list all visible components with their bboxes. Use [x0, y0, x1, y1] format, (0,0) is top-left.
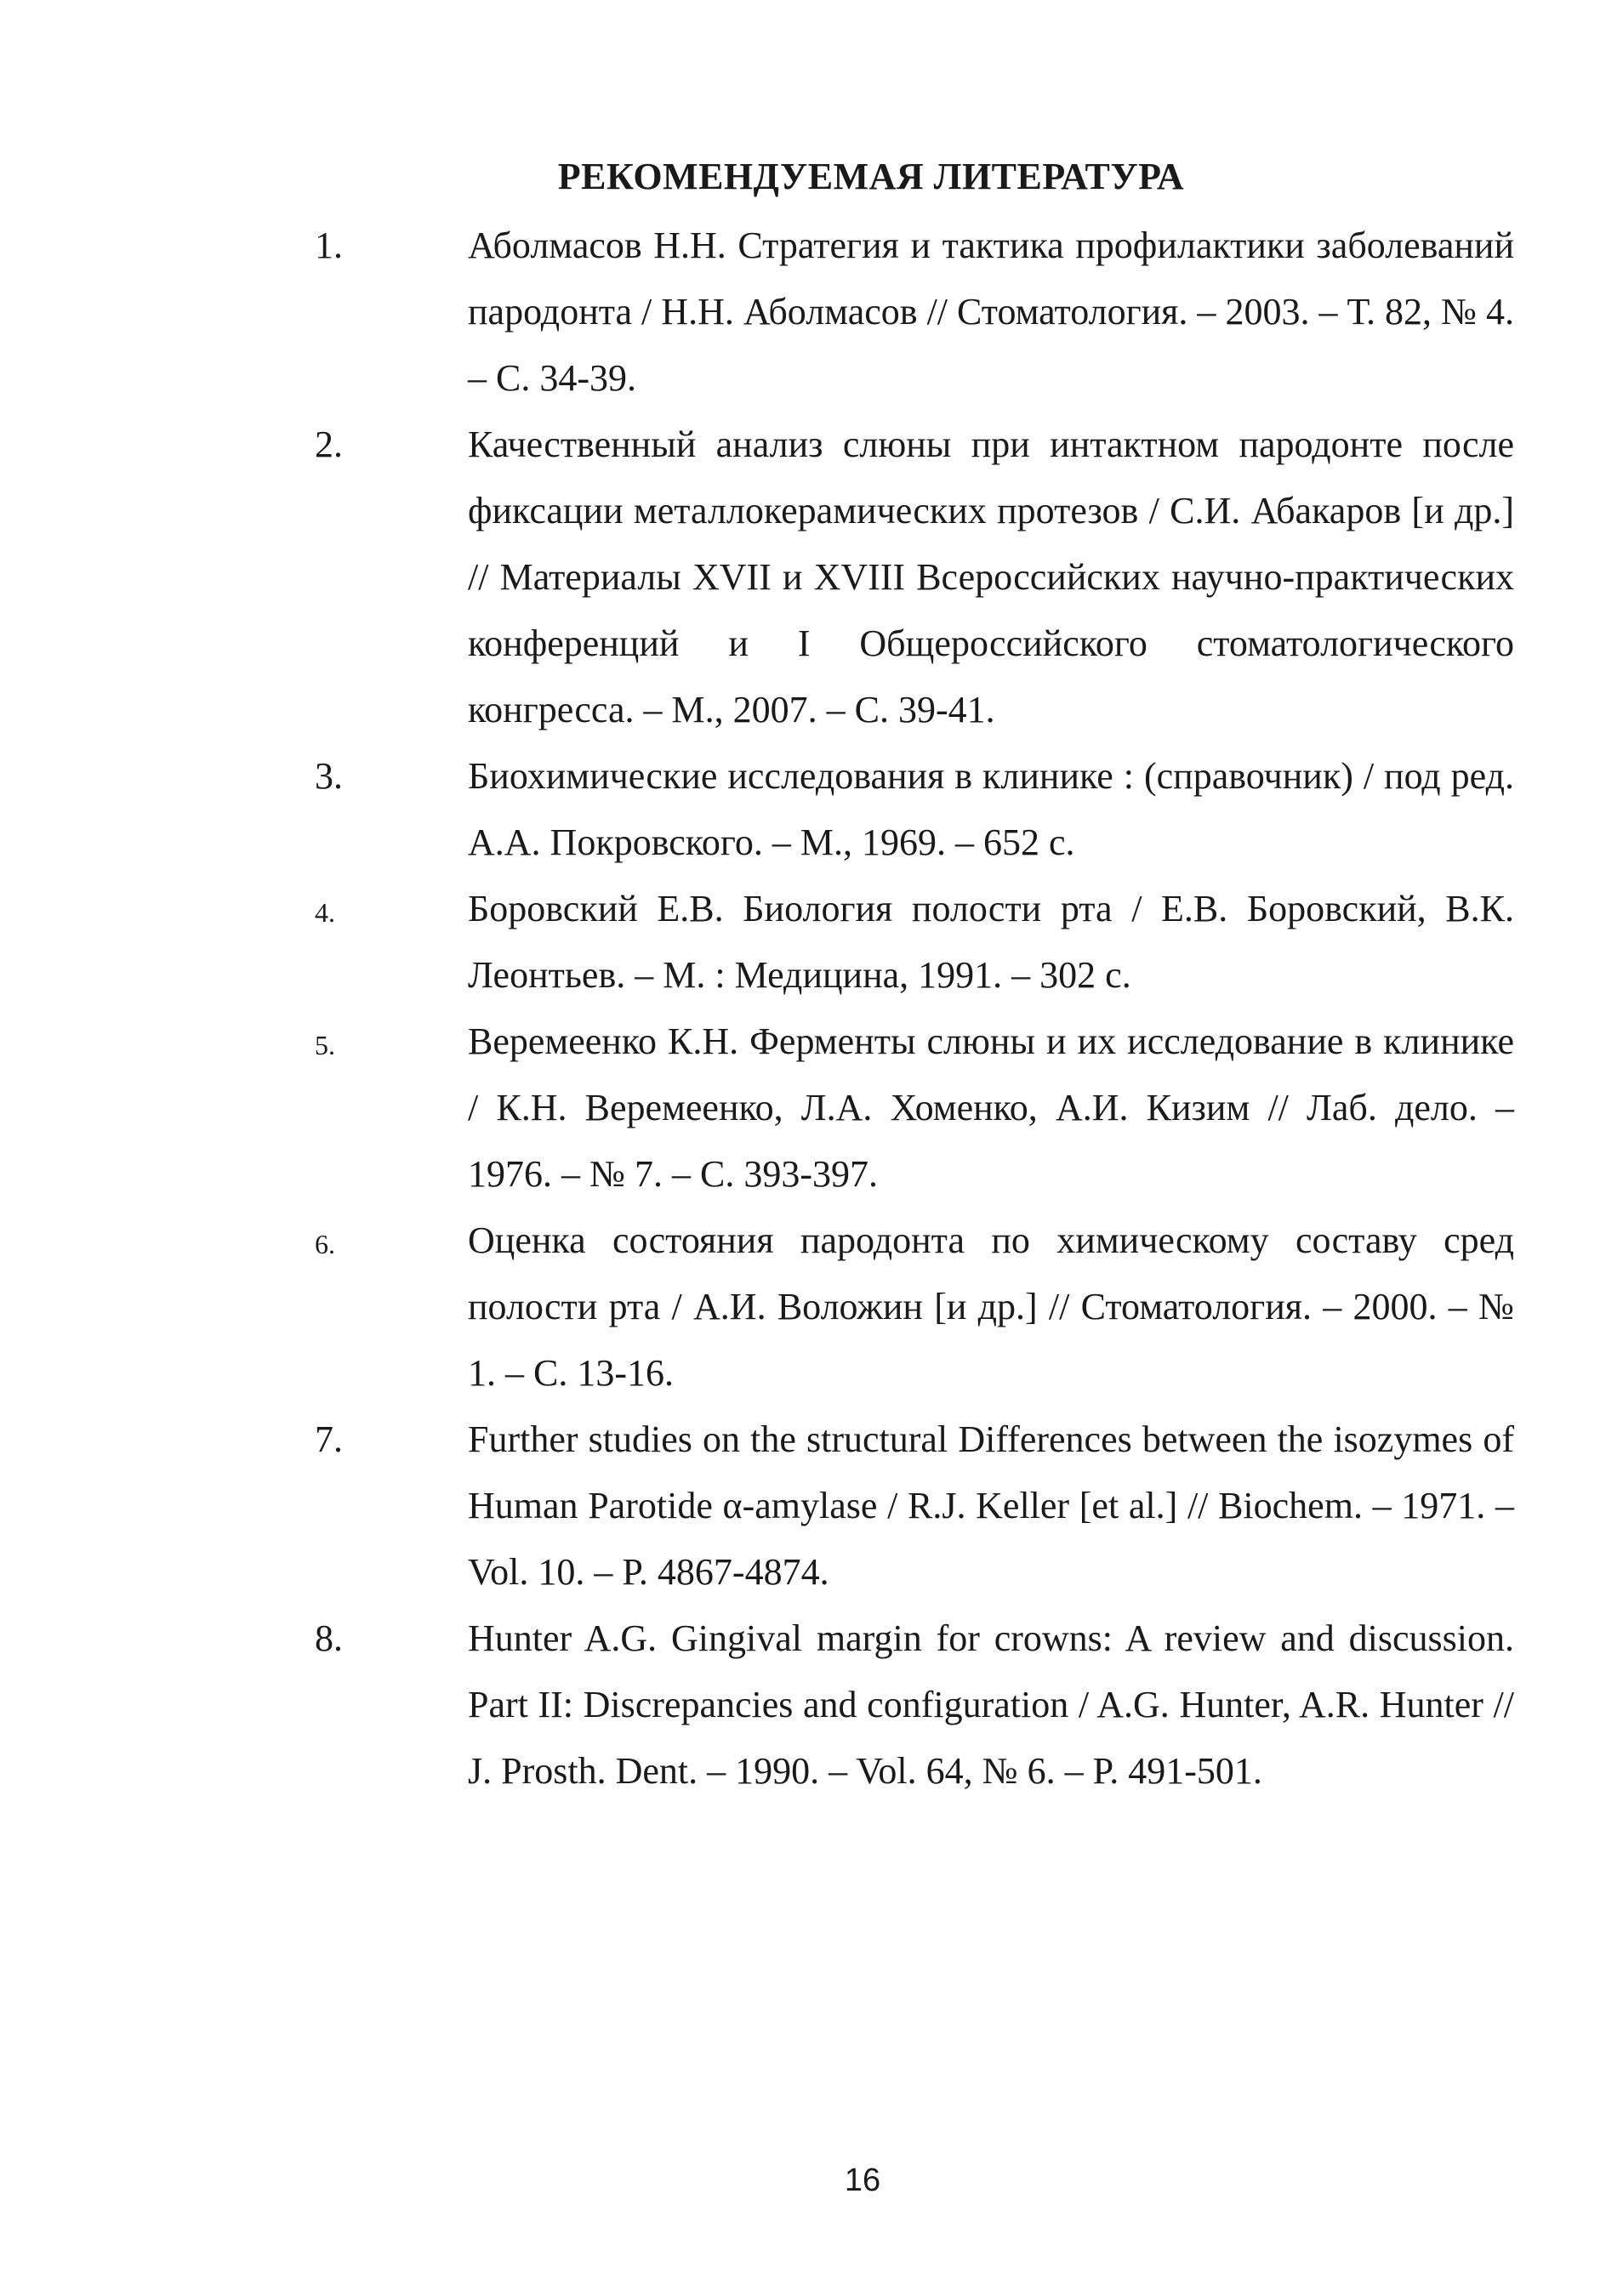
reference-item: [315, 1605, 1514, 1804]
reference-item: [315, 412, 1514, 743]
reference-text: Аболмасов Н.Н. Стратегия и тактика профилактики заболеваний пародонта / Н.Н. Аболмасов // Стоматология. – 2003. – Т. 82, № 4. – С. 34-39.: [468, 224, 1514, 399]
reference-number: 4.: [315, 897, 335, 928]
reference-number: 7.: [315, 1418, 343, 1460]
reference-number: 3.: [315, 755, 343, 797]
reference-text: Hunter A.G. Gingival margin for crowns: A review and discussion. Part II: Discrepancies and configuration / A.G. Hunter, A.R. Hunter // J. Prosth. Dent. – 1990. – Vol. 64, № 6. – P. 491-501.: [468, 1617, 1514, 1792]
reference-number: 6.: [315, 1229, 335, 1259]
reference-text: Оценка состояния пародонта по химическому составу сред полости рта / А.И. Воложин [и др.] // Стоматология. – 2000. – № 1. – С. 13-16.: [468, 1219, 1514, 1394]
reference-number: 5.: [315, 1030, 335, 1060]
reference-item: [315, 1009, 1514, 1208]
reference-item: [315, 1208, 1514, 1407]
reference-text: Качественный анализ слюны при интактном пародонте после фиксации металлокерамических протезов / С.И. Абакаров [и др.] // Материалы XVII и XVIII Всероссийских научно-практических конференций и I Общероссийского стоматологического конгресса. – М., 2007. – С. 39-41.: [468, 423, 1514, 730]
reference-text: Биохимические исследования в клинике : (справочник) / под ред. А.А. Покровского. – М., 1969. – 652 с.: [468, 755, 1514, 863]
reference-text: Further studies on the structural Differences between the isozymes of Human Parotide α-amylase / R.J. Keller [et al.] // Biochem. – 1971. – Vol. 10. – P. 4867-4874.: [468, 1418, 1514, 1593]
page-number: 16: [844, 2162, 881, 2198]
reference-item: [315, 743, 1514, 876]
reference-item: [315, 1407, 1514, 1605]
reference-item: [315, 213, 1514, 412]
reference-list: [315, 213, 1514, 1804]
reference-number: 8.: [315, 1617, 343, 1659]
reference-number: 2.: [315, 423, 343, 465]
reference-item: [315, 876, 1514, 1009]
reference-text: Боровский Е.В. Биология полости рта / Е.В. Боровский, В.К. Леонтьев. – М. : Медицина, 1991. – 302 с.: [468, 888, 1514, 996]
section-heading: РЕКОМЕНДУЕМАЯ ЛИТЕРАТУРА: [557, 156, 1185, 197]
reference-number: 1.: [315, 224, 343, 266]
reference-text: Веремеенко К.Н. Ферменты слюны и их исследование в клинике / К.Н. Веремеенко, Л.А. Хоменко, А.И. Кизим // Лаб. дело. – 1976. – № 7. – С. 393-397.: [468, 1020, 1514, 1195]
